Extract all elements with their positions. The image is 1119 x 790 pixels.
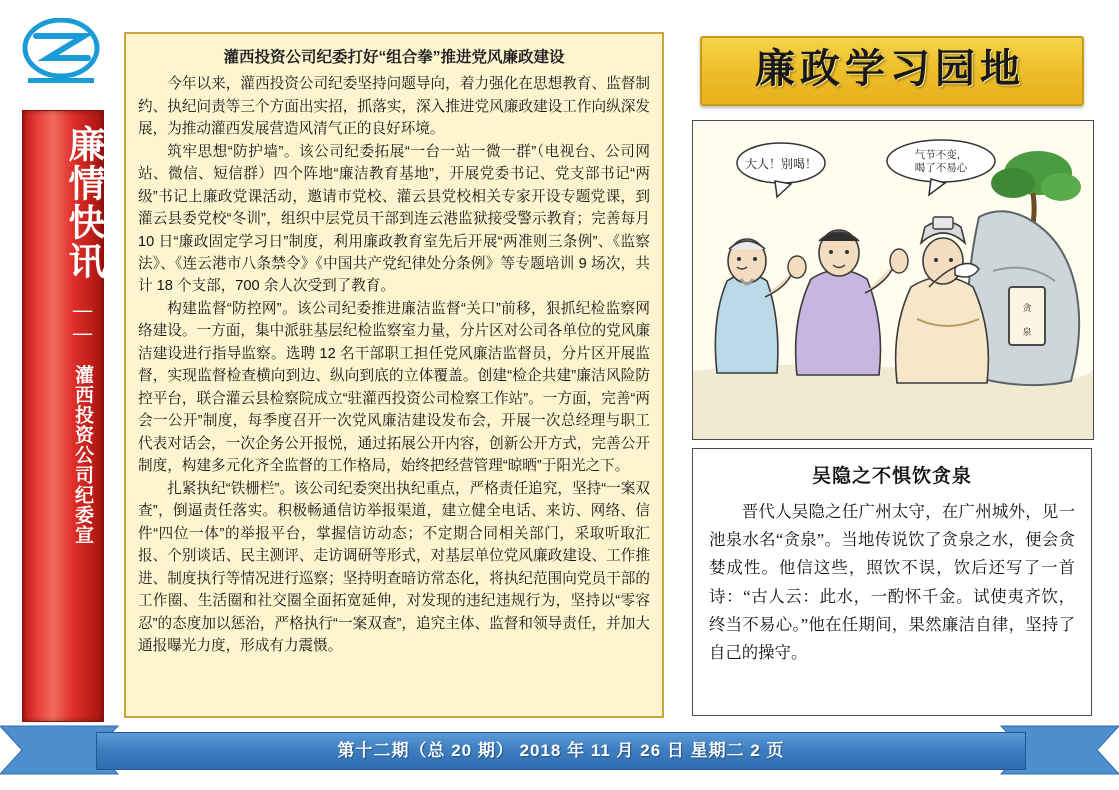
article-paragraph: 扎紧执纪“铁栅栏”。该公司纪委突出执纪重点，严格责任追究，坚持“一案双查”，倒逼责任落实。积极畅通信访举报渠道，建立健全电话、来访、网络、信件“四位一体”的举报平台，掌握信访动态；不定期合同相关部门，采取听取汇报、个别谈话、民主测评、走访调研等形式，对基层单位党风廉政建设、工作推进、制度执行等情况进行巡察；坚持明查暗访常态化，将执纪范围向党员干部的工作圈、生活圈和社交圈全面拓宽延伸，对发现的违纪违规行为，坚持以“零容忍”的态度加以惩治，严格执行“一案双查”，追究主体、监督和领导责任，并加大通报曝光力度，形成有力震慑。: [138, 480, 650, 654]
story-body: 晋代人吴隐之任广州太守，在广州城外，见一池泉水名“贪泉”。当地传说饮了贪泉之水，便会贪婪成性。他信这些，照饮不误，饮后还写了一首诗：“古人云：此水，一酌怀千金。试使夷齐饮，终当不易心。”他在任期间，果然廉洁自律，坚持了自己的操守。: [709, 502, 1075, 663]
story-title: 吴隐之不惧饮贪泉: [811, 466, 972, 487]
left-banner-column: [10, 18, 114, 730]
rock-label-char1: 贪: [1022, 303, 1032, 313]
article-paragraph: 筑牢思想“防护墙”。该公司纪委拓展“一台一站一微一群”（电视台、公司网站、微信、短信群）四个阵地“廉洁教育基地”，开展党委书记、党支部书记“两级”书记上廉政党课活动，邀请市党校、灌云县党校相关专家开设专题党课，到灌云县委党校“冬训”，组织中层党员干部到连云港监狱接受警示教育；完善每月 10 日“廉政固定学习日”制度，利用廉政教育室先后开展“两准则三条例”、《监察法》、《连云港市八条禁令》《中国共产党纪律处分条例》等专题培训 9 场次，共计 18 个支部，700 余人次受到了教育。: [138, 143, 650, 295]
footer-ribbon: [0, 718, 1119, 790]
article-title: 灌西投资公司纪委打好“组合拳”推进党风廉政建设: [223, 49, 565, 66]
study-garden-banner: [700, 36, 1084, 106]
svg-text:大人！别喝！: 大人！别喝！: [744, 157, 818, 171]
footer-bar: [96, 732, 1026, 770]
banner-text-block: [23, 111, 103, 721]
study-garden-title: 廉政学习园地: [755, 47, 1025, 91]
banner-dash: ——: [72, 300, 93, 346]
footer-issue-text: 第十二期（总 20 期） 2018 年 11 月 26 日 星期二 2 页: [337, 741, 785, 760]
main-article-panel: [124, 32, 664, 718]
banner-subtitle: 灌西投资公司纪委宣: [72, 365, 93, 545]
story-panel: [692, 448, 1092, 716]
company-logo: [18, 18, 104, 84]
greedy-spring-cartoon: [692, 120, 1094, 440]
svg-text:气节不变，: 气节不变，: [914, 149, 968, 161]
rock-label-char2: 泉: [1022, 327, 1032, 337]
article-body: [138, 73, 650, 657]
news-flash-banner: [22, 110, 104, 722]
right-column: [678, 28, 1102, 720]
article-paragraph: 今年以来，灌西投资公司纪委坚持问题导向，着力强化在思想教育、监督制约、执纪问责等三个方面出实招，抓落实，深入推进党风廉政建设工作向纵深发展，为推动灌西发展营造风清气正的良好环境。: [138, 76, 650, 138]
svg-text:喝了不易心: 喝了不易心: [914, 162, 968, 174]
banner-title: 廉情快讯: [62, 125, 103, 281]
article-paragraph: 构建监督“防控网”。该公司纪委推进廉洁监督“关口”前移，狠抓纪检监察网络建设。一方面，集中派驻基层纪检监察室力量，分片区对公司各单位的党风廉洁建设进行指导监察。选聘 12 名干部职工担任党风廉洁监督员，分片区开展监督，实现监督检查横向到边、纵向到底的立体覆盖。创建“检企共建”廉洁风险防控平台，联合灌云县检察院成立“驻灌西投资公司检察工作站”。一方面，完善“两会一公开”制度，每季度召开一次党风廉洁建设发布会，开展一次总经理与职工代表对话会，一次企务公开报悦，通过拓展公开内容，创新公开方式，完善公开制度，构建多元化齐全监督的工作格局，始终把经营管理“晾晒”于阳光之下。: [138, 300, 650, 475]
